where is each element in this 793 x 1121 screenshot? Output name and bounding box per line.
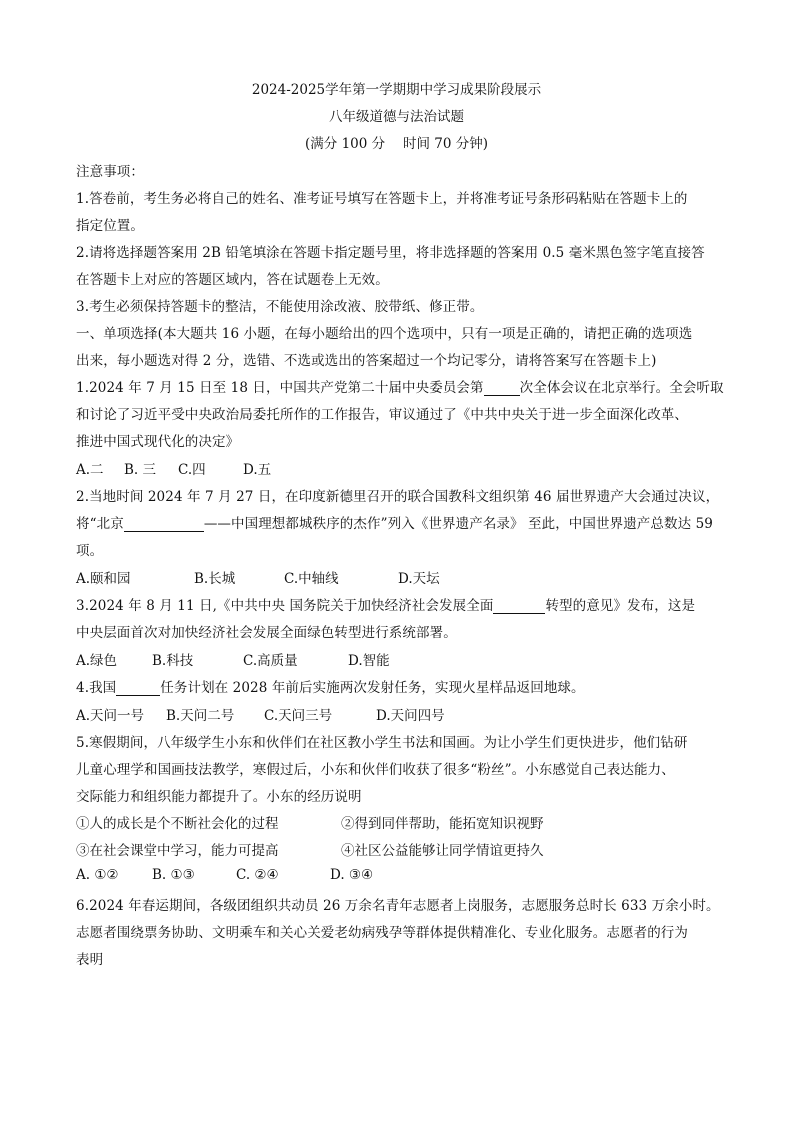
q2-option-d: D.天坛 [398,571,440,587]
answer-blank [493,599,545,614]
q3-option-d: D.智能 [348,653,390,669]
q4-option-c: C.天问三号 [264,708,333,724]
q3-option-b: B.科技 [152,653,194,669]
q2-option-c: C.中轴线 [284,571,339,587]
exam-subtitle: 八年级道德与法治试题 [329,109,464,125]
q1-option-c: C.四 [178,462,206,478]
section-1-instructions-line-2: 出来，每小题选对得 2 分，选错、不选或选出的答案超过一个均记零分，请将答案写在答题卡上) [76,353,657,369]
q1-option-d: D.五 [243,462,272,478]
q2-option-a: A.颐和园 [76,571,131,587]
q5-option-b: B. ①③ [152,867,195,883]
question-5-line-2: 儿童心理学和国画技法教学，寒假过后，小东和伙伴们收获了很多“粉丝”。小东感觉自己表达能力、 [76,762,675,778]
notes-heading: 注意事项： [76,164,144,180]
q2-option-b: B.长城 [194,571,236,587]
answer-blank [484,381,520,396]
q3-option-c: C.高质量 [243,653,298,669]
q4-option-d: D.天问四号 [376,708,445,724]
exam-meta: (满分 100 分 时间 70 分钟) [305,136,488,152]
question-6-line-2: 志愿者围绕票务协助、文明乘车和关心关爱老幼病残孕等群体提供精准化、专业化服务。志愿者的行为 [76,925,688,941]
note-2-line-1: 2.请将选择题答案用 2B 铅笔填涂在答题卡指定题号里，将非选择题的答案用 0.5 毫米黑色签字笔直接答 [76,245,705,261]
question-4-line-1: 4.我国 任务计划在 2028 年前后实施两次发射任务，实现火星样品返回地球。 [76,680,585,696]
q5-option-d: D. ③④ [330,867,374,883]
answer-blank [124,517,204,532]
note-2-line-2: 在答题卡上对应的答题区域内，答在试题卷上无效。 [76,272,389,288]
question-1-line-3: 推进中国式现代化的决定》 [76,434,240,450]
question-2-line-3: 项。 [76,543,104,559]
q5-statement-1: ①人的成长是个不断社会化的过程 [76,816,279,832]
q5-option-a: A. ①② [76,867,119,883]
q5-option-c: C. ②④ [236,867,279,883]
q5-statement-3: ③在社会课堂中学习，能力可提高 [76,843,279,859]
note-1-line-2: 指定位置。 [76,218,144,234]
note-1-line-1: 1.答卷前，考生务必将自己的姓名、准考证号填写在答题卡上，并将准考证号条形码粘贴在答题卡上的 [76,191,688,207]
question-1-line-2: 和讨论了习近平受中央政治局委托所作的工作报告，审议通过了《中共中央关于进一步全面深化改革、 [76,407,688,423]
question-2-line-2: 将“北京 ——中国理想都城秩序的杰作”列入《世界遗产名录》 至此，中国世界遗产总数达 59 [76,516,713,532]
q5-statement-4: ④社区公益能够让同学情谊更持久 [341,843,544,859]
q3-option-a: A.绿色 [76,653,118,669]
q5-statement-2: ②得到同伴帮助，能拓宽知识视野 [341,816,544,832]
question-3-line-2: 中央层面首次对加快经济社会发展全面绿色转型进行系统部署。 [76,625,457,641]
q1-option-a: A.二 [76,462,104,478]
question-5-line-1: 5.寒假期间，八年级学生小东和伙伴们在社区教小学生书法和国画。为让小学生们更快进步，他们钻研 [76,735,688,751]
note-3: 3.考生必须保持答题卡的整洁，不能使用涂改液、胶带纸、修正带。 [76,299,484,315]
q1-option-b: B. 三 [124,462,157,478]
question-2-line-1: 2.当地时间 2024 年 7 月 27 日，在印度新德里召开的联合国教科文组织第 46 届世界遗产大会通过决议， [76,489,720,505]
question-6-line-1: 6.2024 年春运期间，各级团组织共动员 26 万余名青年志愿者上岗服务，志愿服务总时长 633 万余小时。 [76,898,720,914]
question-6-line-3: 表明 [76,952,104,968]
q4-option-b: B.天问二号 [166,708,235,724]
question-1-line-1: 1.2024 年 7 月 15 日至 18 日，中国共产党第二十届中央委员会第 次全体会议在北京举行。全会听取 [76,380,724,396]
section-1-instructions-line-1: 一、单项选择(本大题共 16 小题，在每小题给出的四个选项中，只有一项是正确的，请把正确的选项选 [76,326,693,342]
exam-title: 2024-2025学年第一学期期中学习成果阶段展示 [251,82,542,98]
question-5-line-3: 交际能力和组织能力都提升了。小东的经历说明 [76,789,362,805]
question-3-line-1: 3.2024 年 8 月 11 日,《中共中央 国务院关于加快经济社会发展全面 转型的意见》发布，这是 [76,598,696,614]
q4-option-a: A.天问一号 [76,708,145,724]
answer-blank [116,681,160,696]
